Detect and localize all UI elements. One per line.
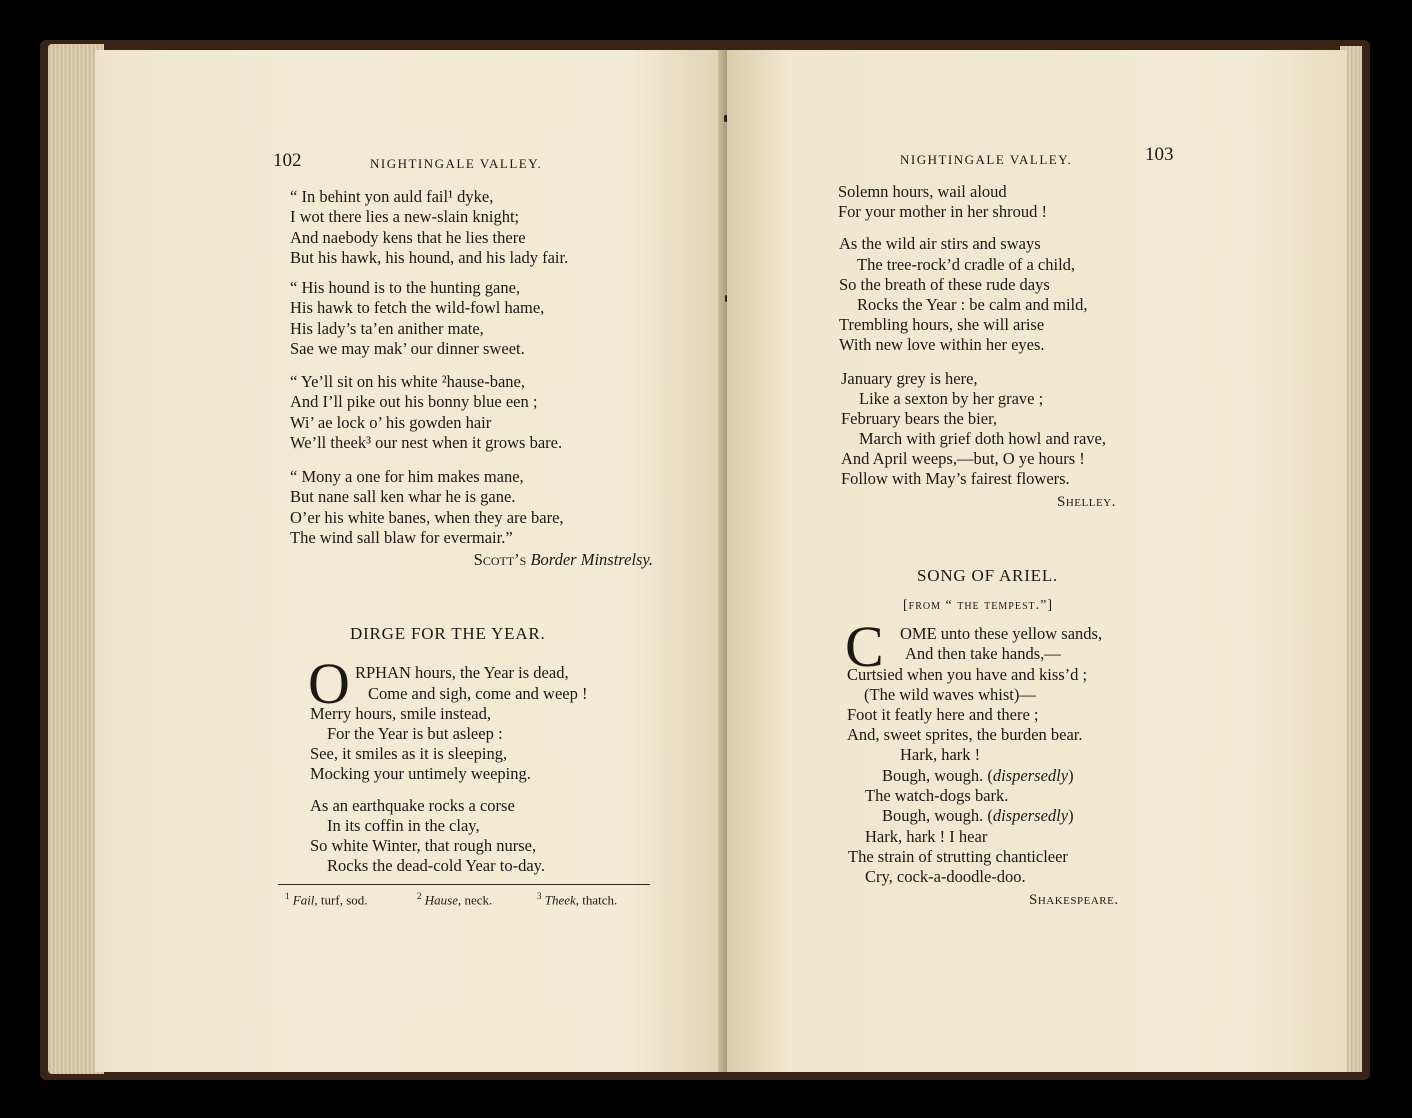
drop-cap: O [308,651,350,716]
poem-line: The wind sall blaw for evermair.” [290,527,513,547]
poem-line: (The wild waves whist)— [864,685,1036,704]
poem-line: In its coffin in the clay, [327,816,480,835]
poem-line: Bough, wough. (dispersedly) [882,806,1074,825]
poem-line: And I’ll pike out his bonny blue een ; [290,392,538,412]
poem-line: And then take hands,— [905,644,1061,663]
attribution-work: Border Minstrelsy. [530,550,653,569]
poem-subtitle: [from “ the tempest.”] [903,598,1053,613]
stage-direction: dispersedly [992,806,1069,825]
poem-line: His lady’s ta’en anither mate, [290,318,484,338]
poem-line: And naebody kens that he lies there [290,227,526,247]
footnote: $^3$ Theek, thatch. [537,891,618,908]
poem-line: But nane sall ken whar he is gane. [290,487,516,507]
footnote: $^2$ Hause, neck. [417,891,493,908]
poem-line: Bough, wough. (dispersedly) [882,766,1074,785]
poem-line: Sae we may mak’ our dinner sweet. [290,338,525,358]
poem-line: “ His hound is to the hunting gane, [290,278,521,297]
poem-title: SONG OF ARIEL. [917,566,1059,585]
poem-line: “ Mony a one for him makes mane, [290,467,524,486]
poem-line: Hark, hark ! [900,745,981,764]
poem-line: Rocks the Year : be calm and mild, [857,295,1088,314]
poem-line: Mocking your untimely weeping. [310,764,531,783]
poem-line: Hark, hark ! I hear [865,827,988,846]
poem-line: Curtsied when you have and kiss’d ; [847,665,1088,684]
poem-line: We’ll theek³ our nest when it grows bare. [290,432,563,452]
poem-title: DIRGE FOR THE YEAR. [350,624,546,643]
poem-line: But his hawk, his hound, and his lady fair. [290,247,569,267]
poem-line: Follow with May’s fairest flowers. [841,469,1070,488]
poem-line: For your mother in her shroud ! [838,202,1047,221]
poem-line: Come and sigh, come and weep ! [368,684,588,703]
poem-line: His hawk to fetch the wild-fowl hame, [290,298,545,318]
poem-line: March with grief doth howl and rave, [859,429,1106,448]
poem-line: January grey is here, [841,369,978,388]
poem-line: Cry, cock-a-doodle-doo. [865,867,1026,886]
page-number: 102 [273,150,302,171]
poem-line: O’er his white banes, when they are bare, [290,507,564,527]
footnote: $^1$ Fail, turf, sod. [285,891,368,908]
poem-line: And April weeps,—but, O ye hours ! [841,449,1085,468]
right-page [727,50,1347,1072]
attribution: Shakespeare. [1029,892,1119,908]
poem-line: Foot it featly here and there ; [847,705,1039,724]
poem-stanza [290,467,564,548]
poem-line: As an earthquake rocks a corse [310,796,515,815]
poem-line: OME unto these yellow sands, [900,624,1103,643]
running-head: NIGHTINGALE VALLEY. [900,152,1073,167]
poem-line: The watch-dogs bark. [865,786,1009,805]
poem-stanza [290,372,562,453]
poem-line: So the breath of these rude days [839,275,1050,294]
poem-line: The tree-rock’d cradle of a child, [857,255,1076,274]
poem-line: As the wild air stirs and sways [839,234,1041,253]
attribution-author: Scott’s [473,550,527,569]
attribution: Shelley. [1057,494,1116,510]
poem-line: Solemn hours, wail aloud [838,182,1007,201]
poem-line: I wot there lies a new-slain knight; [290,207,520,227]
poem-line: Rocks the dead-cold Year to-day. [327,856,545,875]
poem-stanza [290,187,568,268]
poem-line: With new love within her eyes. [839,335,1045,354]
poem-line: Trembling hours, she will arise [839,315,1045,334]
drop-cap: C [845,614,884,679]
poem-line: The strain of strutting chanticleer [848,847,1068,866]
poem-line: Wi’ ae lock o’ his gowden hair [290,412,492,432]
poem-line: “ In behint yon auld fail¹ dyke, [290,187,494,206]
poem-line: So white Winter, that rough nurse, [310,836,537,855]
poem-line: “ Ye’ll sit on his white ²hause-bane, [290,372,525,391]
poem-line: See, it smiles as it is sleeping, [310,744,508,763]
poem-line: And, sweet sprites, the burden bear. [847,725,1083,744]
poem-stanza [290,278,544,359]
footnote-rule [278,884,650,885]
poem-line: February bears the bier, [841,409,998,428]
attribution [474,550,653,570]
stage-direction: dispersedly [992,766,1069,785]
poem-line: Like a sexton by her grave ; [859,389,1044,408]
left-page [95,50,725,1072]
page-number: 103 [1145,144,1174,165]
poem-line: Merry hours, smile instead, [310,704,492,723]
running-head: NIGHTINGALE VALLEY. [370,156,543,171]
poem-line: For the Year is but asleep : [327,724,503,743]
poem-line: RPHAN hours, the Year is dead, [355,663,569,682]
